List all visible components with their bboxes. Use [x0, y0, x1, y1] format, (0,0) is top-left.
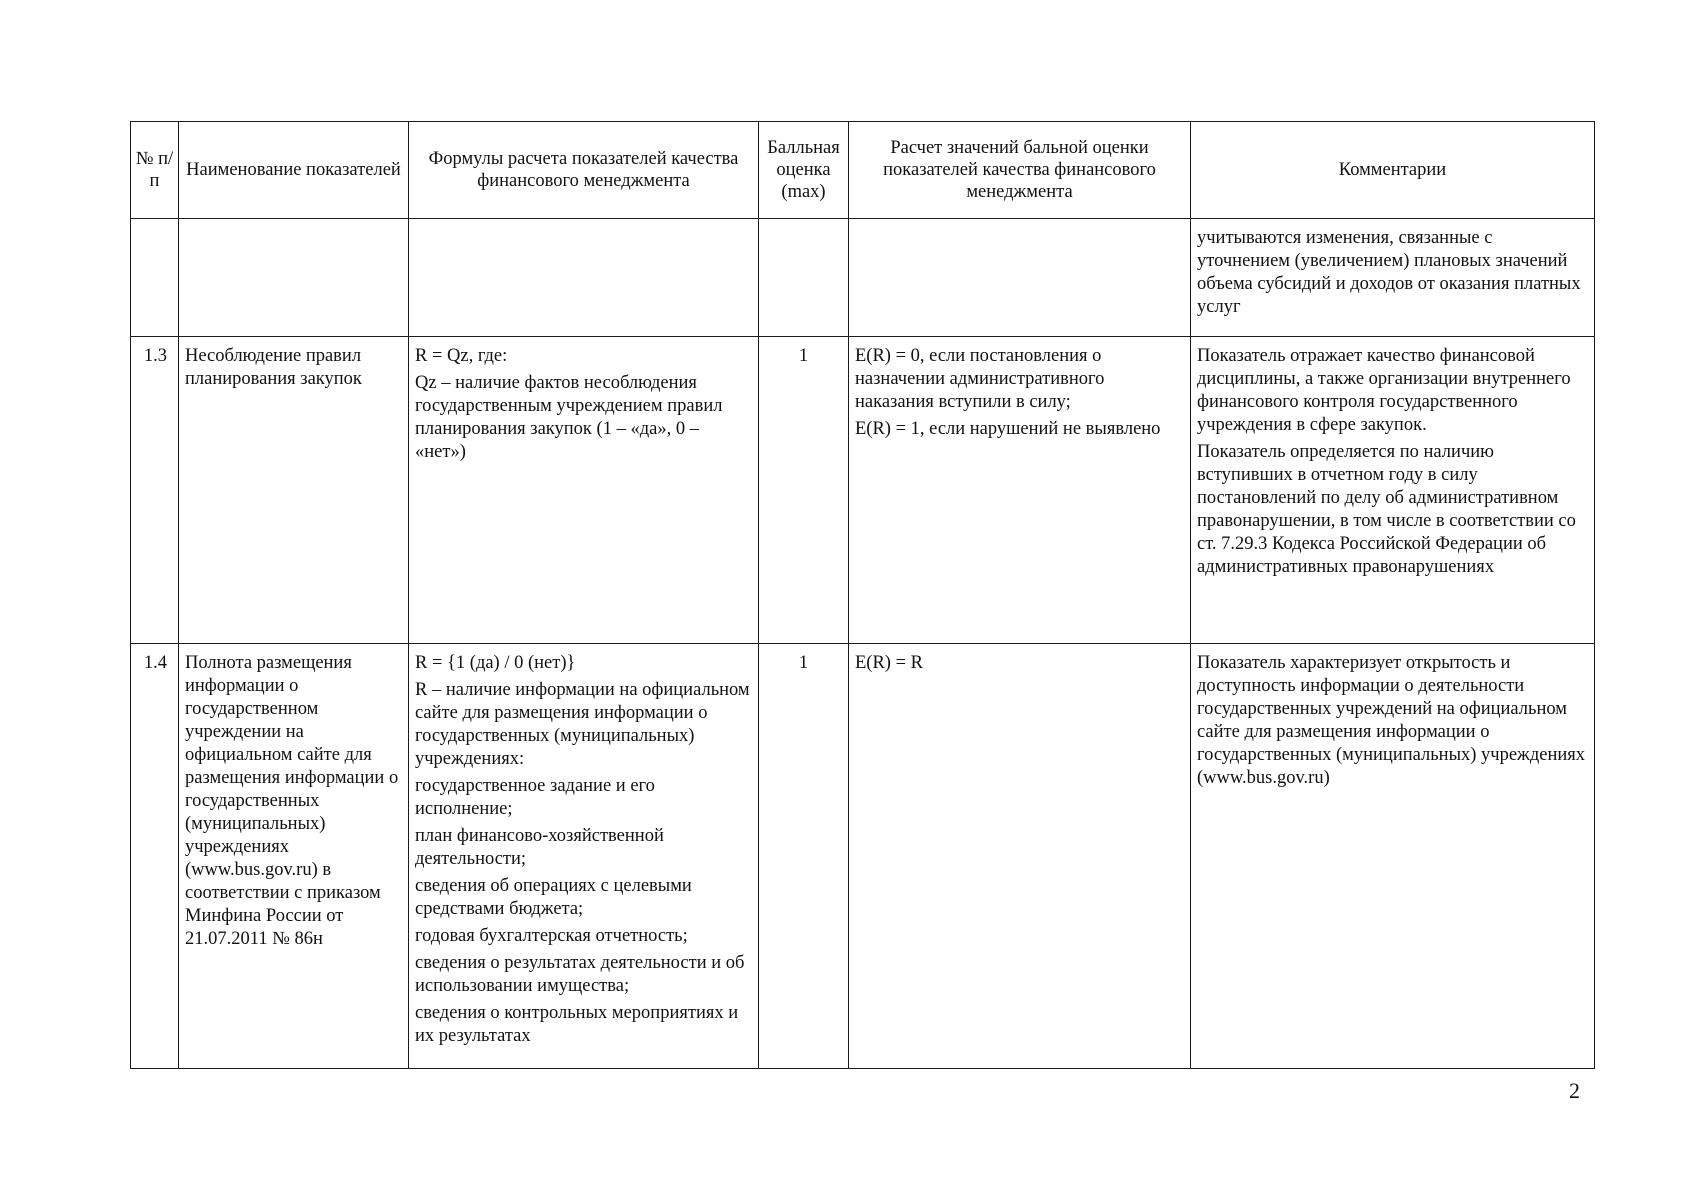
formula-text: R = {1 (да) / 0 (нет)} — [415, 653, 576, 673]
score-cell: 1 — [759, 337, 849, 644]
score-cell: 1 — [759, 644, 849, 1069]
header-indicator-name: Наименование показателей — [179, 122, 409, 219]
formula-cell — [409, 644, 759, 1069]
row-number-cell: 1.3 — [131, 337, 179, 644]
header-score: Балльная оценка (max) — [759, 122, 849, 219]
calculation-cell — [849, 337, 1191, 644]
table-header-row — [131, 122, 1595, 219]
calculation-text: E(R) = R — [855, 653, 923, 673]
calculation-text: E(R) = 1, если нарушений не выявлено — [855, 419, 1161, 439]
table-row — [131, 644, 1595, 1069]
indicator-name-cell — [179, 219, 409, 337]
comment-cell — [1191, 219, 1595, 337]
formula-text: R = Qz, где: — [415, 346, 508, 366]
formula-text: годовая бухгалтерская отчетность; — [415, 926, 688, 946]
comment-cell — [1191, 644, 1595, 1069]
table-row — [131, 219, 1595, 337]
formula-cell — [409, 337, 759, 644]
comment-text: учитываются изменения, связанные с уточнением (увеличением) плановых значений объема субсидий и доходов от оказания платных услуг — [1197, 228, 1581, 317]
score-cell — [759, 219, 849, 337]
calculation-cell — [849, 644, 1191, 1069]
comment-text: Показатель отражает качество финансовой дисциплины, а также организации внутреннего финансового контроля государственного учреждения в сфере закупок. — [1197, 346, 1571, 435]
formula-cell — [409, 219, 759, 337]
formula-text: сведения об операциях с целевыми средствами бюджета; — [415, 876, 692, 919]
indicators-table — [130, 121, 1595, 1069]
formula-text: Qz – наличие фактов несоблюдения государственным учреждением правил планирования закупок (1 – «да», 0 – «нет») — [415, 373, 723, 462]
page-number: 2 — [1569, 1078, 1580, 1103]
formula-text: государственное задание и его исполнение; — [415, 776, 655, 819]
indicator-name-cell: Несоблюдение правил планирования закупок — [179, 337, 409, 644]
comment-cell — [1191, 337, 1595, 644]
comment-text: Показатель определяется по наличию вступивших в отчетном году в силу постановлений по делу об административном правонарушении, в том числе в соответствии со ст. 7.29.3 Кодекса Российской Федерации об административных правонарушениях — [1197, 442, 1576, 577]
formula-text: план финансово-хозяйственной деятельности; — [415, 826, 664, 869]
header-formula: Формулы расчета показателей качества финансового менеджмента — [409, 122, 759, 219]
formula-text: сведения о результатах деятельности и об использовании имущества; — [415, 953, 745, 996]
header-calculation: Расчет значений бальной оценки показателей качества финансового менеджмента — [849, 122, 1191, 219]
formula-text: R – наличие информации на официальном сайте для размещения информации о государственных (муниципальных) учреждениях: — [415, 680, 750, 769]
indicator-name-cell: Полнота размещения информации о государственном учреждении на официальном сайте для размещения информации о государственных (муниципальных) учреждениях (www.bus.gov.ru) в соответствии с приказом Минфина России от 21.07.2011 № 86н — [179, 644, 409, 1069]
table-row — [131, 337, 1595, 644]
row-number-cell — [131, 219, 179, 337]
comment-text: Показатель характеризует открытость и доступность информации о деятельности государственных учреждений на официальном сайте для размещения информации о государственных (муниципальных) учреждениях (www.bus.gov.ru) — [1197, 653, 1586, 788]
header-number: № п/п — [131, 122, 179, 219]
calculation-cell — [849, 219, 1191, 337]
calculation-text: E(R) = 0, если постановления о назначении административного наказания вступили в силу; — [855, 346, 1105, 412]
formula-text: сведения о контрольных мероприятиях и их результатах — [415, 1003, 739, 1046]
row-number-cell: 1.4 — [131, 644, 179, 1069]
header-comments: Комментарии — [1191, 122, 1595, 219]
